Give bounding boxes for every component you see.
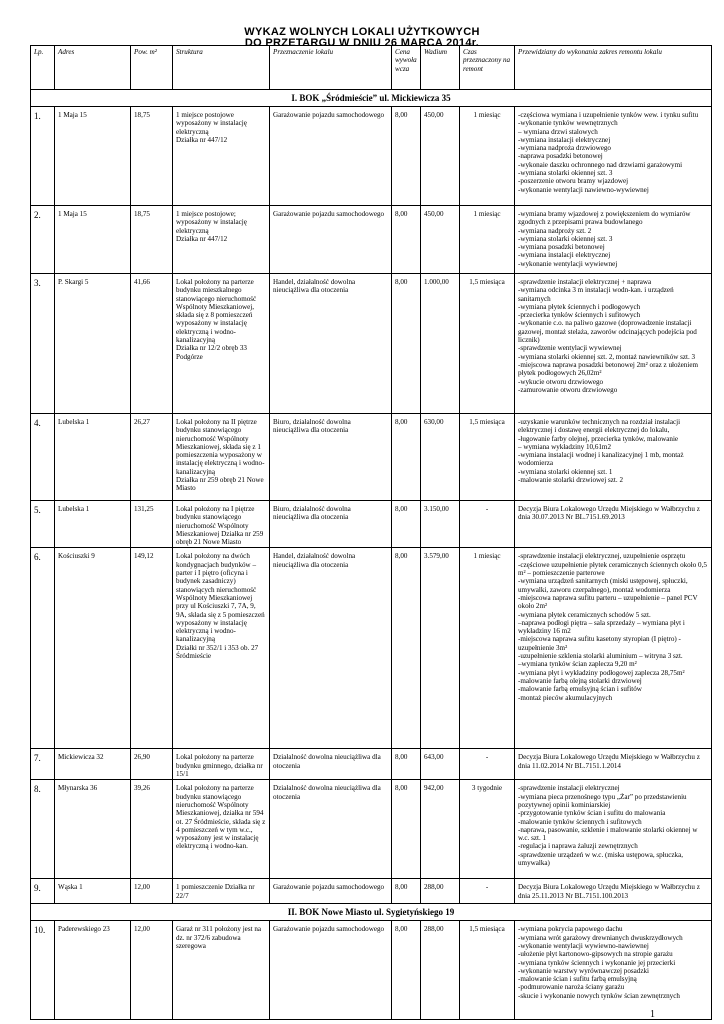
cell-cena: 8,00 [392, 780, 421, 879]
cell-struktura: Lokal położony na parterze budynku stanowiącego nieruchomość Wspólnoty Mieszkaniowej, działka nr 594 ot. 27 Śródmieście, składa się z 4 pomieszczeń w tym w.c., wyposażony jest w instalację elektryczną i wodno-kan. [173, 780, 270, 879]
table-header-row [31, 46, 712, 90]
cell-przeznaczenie: Garażowanie pojazdu samochodowego [270, 107, 392, 206]
cell-wadium: 1.000,00 [421, 274, 460, 414]
cell-pow: 131,25 [131, 501, 173, 548]
header-czas: Czas przeznaczony na remont [460, 46, 515, 90]
header-pow: Pow. m² [131, 46, 173, 90]
cell-wadium: 3.150,00 [421, 501, 460, 548]
cell-adres: Paderewskiego 23 [55, 921, 131, 1020]
cell-adres: Mickiewicza 32 [55, 749, 131, 780]
cell-lp: 2. [31, 206, 55, 274]
header-struktura: Struktura [173, 46, 270, 90]
cell-lp: 4. [31, 414, 55, 501]
cell-czas: 1,5 miesiąca [460, 921, 515, 1020]
cell-lp: 3. [31, 274, 55, 414]
cell-wadium: 3.579,00 [421, 548, 460, 749]
cell-lp: 7. [31, 749, 55, 780]
cell-cena: 8,00 [392, 206, 421, 274]
cell-zakres: -wymiana pokrycia papowego dachu -wymiana wrót garażowy drewnianych dwuskrzydłowych -wykonanie wentylacji wywiewno-nawiewnej -ułożenie płyt kartonowo-gipsowych na stropie garażu -wymiana tynków ściennych i wykonanie jej przecierki -wykonanie warstwy wyrównawczej posadzki -malowanie ścian i sufitu farbą emulsyjną -podmurowanie naroża ściany garażu -skucie i wykonanie nowych tynków ścian zewnętrznych [515, 921, 712, 1020]
cell-struktura: Lokal położony na I piętrze budynku stanowiącego nieruchomość Wspólnoty Mieszkaniowej Działka nr 259 obręb 21 Nowe Miasto [173, 501, 270, 548]
cell-zakres: -sprawdzenie instalacji elektrycznej + naprawa -wymiana odcinka 3 m instalacji wodn-kan. i urządzeń sanitarnych -wymiana płytek ściennych i podłogowych -przecierka tynków ściennych i sufitowych -wykonanie c.o. na paliwo gazowe (doprowadzenie instalacji gazowej, montaż stelaża, zaworów odcinających podejścia pod licznik) -sprawdzenie wentylacji wywiewnej -wymiana stolarki okiennej szt. 2, montaż nawiewników szt. 3 -miejscowa naprawa posadzki betonowej 2m² oraz z ułożeniem płytek podłogowych 26,02m² -wykucie otworu drzwiowego -zamurowanie otworu drzwiowego [515, 274, 712, 414]
cell-lp: 8. [31, 780, 55, 879]
table-row [31, 749, 712, 780]
cell-cena: 8,00 [392, 107, 421, 206]
cell-zakres: -sprawdzenie instalacji elektrycznej, uzupełnienie osprzętu -częściowe uzupełnienie płytek ceramicznych ściennych około 0,5 m² – pomieszczenie parterowe -wymiana urządzeń sanitarnych (miski ustępowej, spłuczki, umywalki, zaworu czerpalnego), montaż wodomierza -miejscowa naprawa sufitu parteru – uzupełnienie – panel PCV około 2m² -wymiana płytek ceramicznych schodów 5 szt. –naprawa podłogi piętra – sala sprzedaży – wymiana płyt i wykładziny 16 m2 -miejscowa naprawa sufitu kasetony styropian (I piętro) - uzupełnienie 3m² -uzupełnienie szklenia stolarki aluminium – witryna 3 szt. –wymiana tynków ścian zaplecza 9,20 m² -wymiana płyt i wykładziny podłogowej zaplecza 28,75m² -malowanie farbą olejną stolarki drzwiowej -malowanie farbą emulsyjną ścian i sufitów -montaż pieców akumulacyjnych [515, 548, 712, 749]
cell-cena: 8,00 [392, 749, 421, 780]
cell-struktura: Lokal położony na II piętrze budynku stanowiącego nieruchomość Wspólnoty Mieszkaniowej, składa się z 1 pomieszczenia wyposażony w instalację elektryczną i wodno-kanalizacyjną Działka nr 259 obręb 21 Nowe Miasto [173, 414, 270, 501]
cell-przeznaczenie: Działalność dowolna nieuciążliwa dla otoczenia [270, 780, 392, 879]
cell-pow: 26,27 [131, 414, 173, 501]
section-heading-srodmiescie [31, 90, 712, 107]
section-heading-nowe-miasto-label: II. BOK Nowe Miasto ul. Sygietyńskiego 19 [31, 904, 712, 921]
table-row [31, 780, 712, 879]
cell-przeznaczenie: Handel, działalność dowolna nieuciążliwa dla otoczenia [270, 274, 392, 414]
cell-cena: 8,00 [392, 921, 421, 1020]
cell-lp: 6. [31, 548, 55, 749]
cell-pow: 39,26 [131, 780, 173, 879]
section-heading-srodmiescie-label: I. BOK „Śródmieście” ul. Mickiewicza 35 [31, 90, 712, 107]
header-adres: Adres [55, 46, 131, 90]
cell-lp: 9. [31, 879, 55, 904]
page-number: 1 [650, 1009, 655, 1020]
cell-pow: 26,90 [131, 749, 173, 780]
cell-adres: P. Skargi 5 [55, 274, 131, 414]
cell-czas: - [460, 879, 515, 904]
table-row [31, 548, 712, 749]
cell-struktura: 1 miejsce postojowe wyposażony w instalację elektryczną Działka nr 447/12 [173, 107, 270, 206]
cell-czas: 3 tygodnie [460, 780, 515, 879]
cell-przeznaczenie: Garażowanie pojazdu samochodowego [270, 921, 392, 1020]
cell-przeznaczenie: Handel, działalność dowolna nieuciążliwa dla otoczenia [270, 548, 392, 749]
cell-przeznaczenie: Garażowanie pojazdu samochodowego [270, 206, 392, 274]
cell-adres: Wąska 1 [55, 879, 131, 904]
table-row [31, 107, 712, 206]
cell-przeznaczenie: Biuro, działalność dowolna nieuciążliwa dla otoczenia [270, 501, 392, 548]
document-title-line1: WYKAZ WOLNYCH LOKALI UŻYTKOWYCH [244, 26, 480, 38]
premises-table [30, 45, 712, 1020]
cell-adres: Kościuszki 9 [55, 548, 131, 749]
cell-zakres: Decyzja Biura Lokalowego Urzędu Miejskiego w Wałbrzychu z dnia 11.02.2014 Nr BL.7151.1.2014 [515, 749, 712, 780]
cell-cena: 8,00 [392, 501, 421, 548]
cell-wadium: 450,00 [421, 206, 460, 274]
cell-wadium: 450,00 [421, 107, 460, 206]
cell-zakres: -wymiana bramy wjazdowej z powiększeniem do wymiarów zgodnych z przepisami prawa budowlanego -wymiana nadproży szt. 2 -wymiana stolarki okiennej szt. 3 -wymiana posadzki betonowej -wymiana instalacji elektrycznej -wykonanie wentylacji wywiewnej [515, 206, 712, 274]
cell-pow: 149,12 [131, 548, 173, 749]
cell-struktura: Lokal położony na parterze budynku mieszkalnego stanowiącego nieruchomość Wspólnoty Mieszkaniowej, składa się z 8 pomieszczeń wyposażony w instalację elektryczną i wodno-kanalizacyjną Działka nr 12/2 obręb 33 Podgórze [173, 274, 270, 414]
header-cena: Cena wywoła wcza [392, 46, 421, 90]
cell-wadium: 630,00 [421, 414, 460, 501]
cell-struktura: 1 pomieszczenie Działka nr 22/7 [173, 879, 270, 904]
cell-lp: 5. [31, 501, 55, 548]
cell-struktura: Garaż nr 311 położony jest na dz. nr 372/6 zabudowa szeregowa [173, 921, 270, 1020]
cell-zakres: -uzyskanie warunków technicznych na rozdział instalacji elektrycznej i dostawę energii elektrycznej do lokalu, -ługowanie farby olejnej, przecierka tynków, malowanie – wymiana wykładziny 10,61m2 -wymiana instalacji wodnej i kanalizacyjnej 1 mb, montaż wodomierza -wymiana stolarki okiennej szt. 1 -malowanie stolarki drzwiowej szt. 2 [515, 414, 712, 501]
cell-cena: 8,00 [392, 274, 421, 414]
header-przeznaczenie: Przeznaczenie lokalu [270, 46, 392, 90]
cell-czas: 1 miesiąc [460, 548, 515, 749]
cell-pow: 18,75 [131, 206, 173, 274]
table-row [31, 501, 712, 548]
cell-zakres: Decyzja Biura Lokalowego Urzędu Miejskiego w Wałbrzychu z dnia 30.07.2013 Nr BL.7151.69.2013 [515, 501, 712, 548]
cell-adres: Lubelska 1 [55, 501, 131, 548]
cell-zakres: -sprawdzenie instalacji elektrycznej -wymiana pieca przenośnego typu „Żar” po przedstawieniu pozytywnej opinii kominiarskiej -przygotowanie tynków ścian i sufitu do malowania -malowanie tynków ściennych i sufitowych -naprawa, pasowanie, szklenie i malowanie stolarki okiennej w w.c. szt. 1 -regulacja i naprawa żaluzji zewnętrznych -sprawdzenie urządzeń w w.c. (miska ustępowa, spłuczka, umywalka) [515, 780, 712, 879]
section-heading-nowe-miasto [31, 904, 712, 921]
cell-cena: 8,00 [392, 548, 421, 749]
cell-czas: 1 miesiąc [460, 107, 515, 206]
cell-czas: 1 miesiąc [460, 206, 515, 274]
cell-lp: 10. [31, 921, 55, 1020]
cell-czas: - [460, 749, 515, 780]
cell-pow: 12,00 [131, 921, 173, 1020]
cell-cena: 8,00 [392, 879, 421, 904]
cell-adres: 1 Maja 15 [55, 206, 131, 274]
cell-czas: 1,5 miesiąca [460, 414, 515, 501]
table-row [31, 879, 712, 904]
cell-pow: 12,00 [131, 879, 173, 904]
cell-przeznaczenie: Działalność dowolna nieuciążliwa dla otoczenia [270, 749, 392, 780]
cell-struktura: Lokal położony na parterze budynku gminnego, działka nr 15/1 [173, 749, 270, 780]
cell-adres: Lubelska 1 [55, 414, 131, 501]
cell-przeznaczenie: Biuro, działalność dowolna nieuciążliwa dla otoczenia [270, 414, 392, 501]
cell-wadium: 288,00 [421, 879, 460, 904]
cell-zakres: Decyzja Biura Lokalowego Urzędu Miejskiego w Wałbrzychu z dnia 25.11.2013 Nr BL.7151.100.2013 [515, 879, 712, 904]
header-wadium: Wadium [421, 46, 460, 90]
cell-wadium: 942,00 [421, 780, 460, 879]
cell-struktura: 1 miejsce postojowe; wyposażony w instalację elektryczną Działka nr 447/12 [173, 206, 270, 274]
cell-wadium: 643,00 [421, 749, 460, 780]
cell-lp: 1. [31, 107, 55, 206]
table-row [31, 921, 712, 1020]
document-title-line2: DO PRZETARGU W DNIU 26 MARCA 2014r. [244, 37, 480, 49]
table-row [31, 414, 712, 501]
cell-przeznaczenie: Garażowanie pojazdu samochodowego [270, 879, 392, 904]
cell-cena: 8,00 [392, 414, 421, 501]
cell-czas: 1,5 miesiąca [460, 274, 515, 414]
cell-adres: 1 Maja 15 [55, 107, 131, 206]
cell-pow: 41,66 [131, 274, 173, 414]
header-lp: Lp. [31, 46, 55, 90]
table-row [31, 274, 712, 414]
cell-czas: - [460, 501, 515, 548]
cell-adres: Młynarska 36 [55, 780, 131, 879]
cell-pow: 18,75 [131, 107, 173, 206]
cell-wadium: 288,00 [421, 921, 460, 1020]
header-zakres: Przewidziany do wykonania zakres remontu lokalu [515, 46, 712, 90]
cell-struktura: Lokal położony na dwóch kondygnacjach budynków – parter i I piętro (oficyna i budynek zasadniczy) stanowiących nieruchomość Wspólnoty Mieszkaniowej przy ul Kościuszki 7, 7A, 9, 9A, składa się z 5 pomieszczeń wyposażony w instalację elektryczną i wodno-kanalizacyjną Działki nr 352/1 i 353 ob. 27 Śródmieście [173, 548, 270, 749]
cell-zakres: -częściowa wymiana i uzupełnienie tynków wew. i tynku sufitu -wykonanie tynków wewnętrznych – wymiana drzwi stalowych -wymiana instalacji elektrycznej -wymiana nadproża drzwiowego -naprawa posadzki betonowej -wykonaie daszku ochronnego nad drzwiami garażowymi -wymiana stolarki okiennej szt. 3 -poszerzenie otworu bramy wjazdowej -wykonanie wentylacji nawiewno-wywiewnej [515, 107, 712, 206]
table-row [31, 206, 712, 274]
